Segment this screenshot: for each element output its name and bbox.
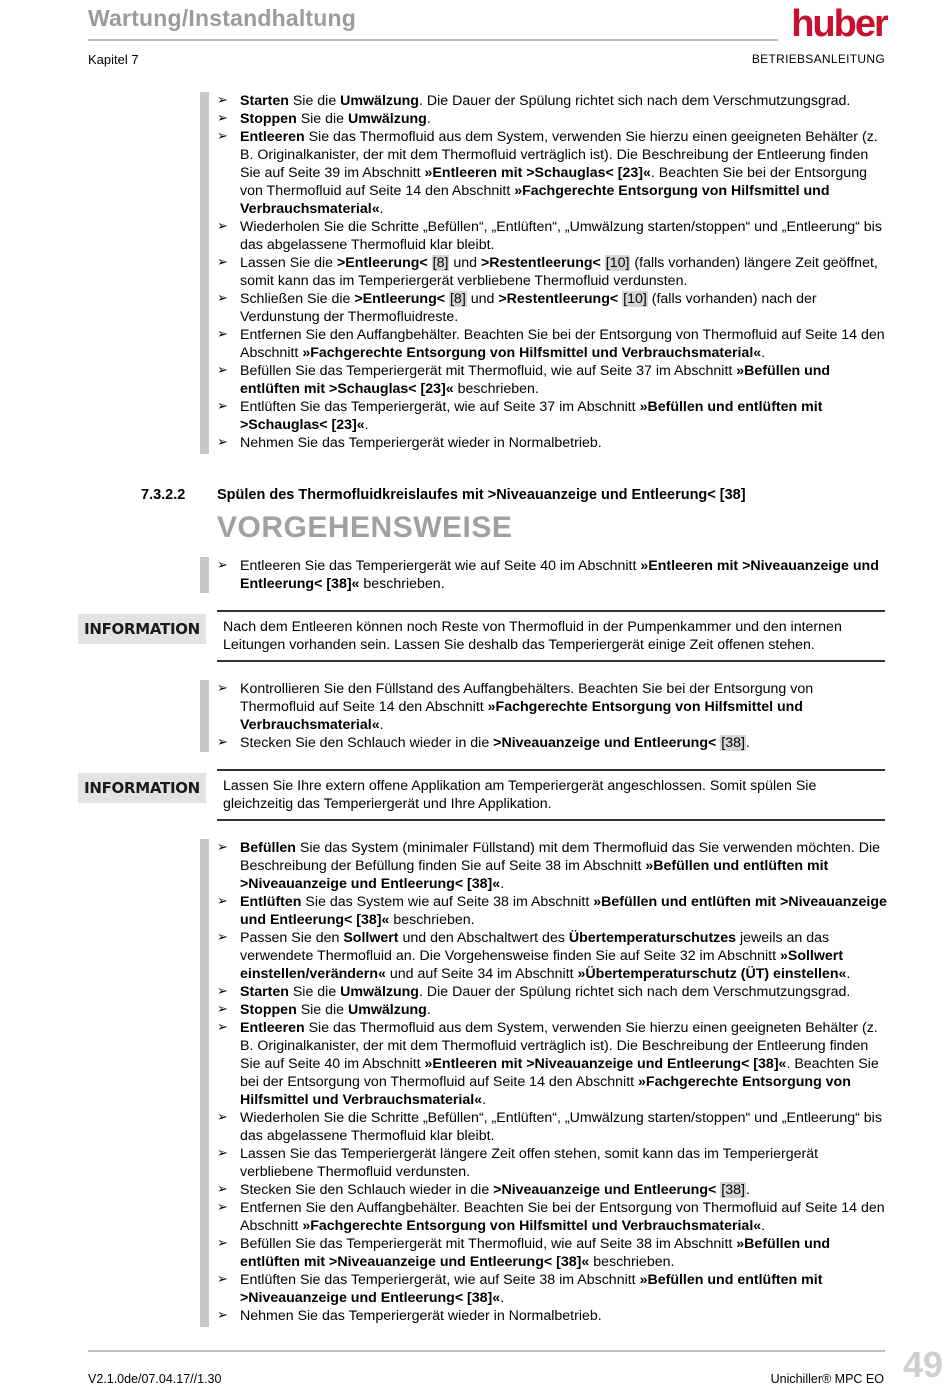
- step-bar: [200, 839, 209, 1327]
- step-text: .: [761, 1218, 766, 1234]
- emphasis-text: Entleeren: [240, 129, 305, 145]
- step-text: Sie die: [296, 111, 349, 127]
- section-number: 7.3.2.2: [141, 487, 186, 503]
- emphasis-text: »Befüllen und entlüften mit >Schauglas< [23]«: [240, 363, 831, 397]
- huber-logo: [790, 0, 888, 46]
- step-text: Befüllen Sie das Temperiergerät mit Thermofluid, wie auf Seite 37 im Abschnitt: [240, 363, 737, 379]
- step-text: Lassen Sie die: [240, 255, 338, 271]
- emphasis-text: Entlüften: [240, 894, 302, 910]
- emphasis-text: »Fachgerechte Entsorgung von Hilfsmittel und Verbrauchsmaterial«: [240, 1074, 851, 1108]
- emphasis-text: >Entleerung<: [337, 255, 428, 271]
- emphasis-text: Umwälzung: [340, 93, 419, 109]
- step-item: [217, 326, 887, 362]
- step-list-3: [217, 680, 887, 752]
- step-text: .: [379, 201, 384, 217]
- step-text: Wiederholen Sie die Schritte „Befüllen“, „Entlüften“, „Umwälzung starten/stoppen“ und „Entleerung“ bis das abgelassene Thermofluid klar bleibt.: [240, 219, 882, 253]
- step-item: [217, 1001, 887, 1019]
- step-text: .: [364, 417, 369, 433]
- step-text: .: [482, 1092, 487, 1108]
- step-text: Sie die: [296, 1002, 349, 1018]
- information-text: Lassen Sie Ihre extern offene Applikation am Temperiergerät angeschlossen. Somit spülen Sie gleichzeitig das Temperiergerät und Ihre Applikation.: [217, 769, 885, 821]
- step-text: .: [426, 111, 431, 127]
- step-item: [217, 680, 887, 734]
- step-item: [217, 1181, 887, 1199]
- component-reference: [8]: [432, 255, 449, 271]
- footer-rule: [88, 1350, 885, 1352]
- emphasis-text: Stoppen: [240, 111, 297, 127]
- emphasis-text: »Befüllen und entlüften mit >Niveauanzeige und Entleerung< [38]«: [240, 894, 887, 928]
- step-item: [217, 254, 887, 290]
- step-text: Stecken Sie den Schlauch wieder in die: [240, 1182, 494, 1198]
- information-label: INFORMATION: [78, 773, 206, 803]
- step-text: . Die Dauer der Spülung richtet sich nach dem Verschmutzungsgrad.: [418, 984, 851, 1000]
- document-version: V2.1.0de/07.04.17//1.30: [88, 1372, 222, 1386]
- emphasis-text: »Entleeren mit >Niveauanzeige und Entleerung< [38]«: [424, 1056, 787, 1072]
- emphasis-text: Umwälzung: [348, 111, 427, 127]
- step-item: [217, 290, 887, 326]
- step-text: (falls vorhanden) längere Zeit geöffnet, somit kann das im Temperiergerät verbliebene Thermofluid verdunsten.: [240, 255, 878, 289]
- emphasis-text: »Befüllen und entlüften mit >Niveauanzeige und Entleerung< [38]«: [240, 1272, 823, 1306]
- emphasis-text: Stoppen: [240, 1002, 297, 1018]
- emphasis-text: »Fachgerechte Entsorgung von Hilfsmittel und Verbrauchsmaterial«: [302, 345, 762, 361]
- step-text: .: [745, 735, 750, 751]
- step-list-4: [217, 839, 887, 1325]
- step-text: und: [466, 291, 499, 307]
- step-item: [217, 929, 887, 983]
- emphasis-text: »Entleeren mit >Niveauanzeige und Entleerung< [38]«: [240, 558, 879, 592]
- step-bar: [200, 680, 209, 752]
- component-reference: [38]: [721, 1182, 745, 1198]
- step-item: [217, 434, 887, 452]
- step-text: Kontrollieren Sie den Füllstand des Auffangbehälters. Beachten Sie bei der Entsorgung von Thermofluid auf Seite 14 den Abschnitt: [240, 681, 814, 715]
- component-reference: [8]: [449, 291, 466, 307]
- step-item: [217, 1145, 887, 1181]
- information-label: INFORMATION: [78, 614, 206, 644]
- product-name: Unichiller® MPC EO: [770, 1372, 884, 1386]
- step-text: Sie das Thermofluid aus dem System, verwenden Sie hierzu einen geeigneten Behälter (z. B. Originalkanister, der mit dem Thermofluid verträglich ist). Die Beschreibung der Entleerung finden Sie auf Seite 40 im Abschnitt: [240, 1020, 878, 1072]
- emphasis-text: >Niveauanzeige und Entleerung<: [493, 1182, 717, 1198]
- step-text: Entlüften Sie das Temperiergerät, wie auf Seite 38 im Abschnitt: [240, 1272, 640, 1288]
- emphasis-text: >Entleerung<: [354, 291, 446, 307]
- step-item: [217, 983, 887, 1001]
- step-text: .: [500, 876, 505, 892]
- step-text: Nehmen Sie das Temperiergerät wieder in Normalbetrieb.: [240, 435, 602, 451]
- step-item: [217, 110, 887, 128]
- step-text: Sie die: [288, 93, 341, 109]
- header-rule: [88, 39, 778, 41]
- component-reference: [10]: [623, 291, 647, 307]
- emphasis-text: Starten: [240, 93, 289, 109]
- step-text: jeweils an das verwendete Thermofluid an. Die Vorgehensweise finden Sie auf Seite 32 im Abschnitt: [240, 930, 830, 964]
- step-text: beschrieben.: [589, 1254, 675, 1270]
- step-text: (falls vorhanden) nach der Verdunstung der Thermofluidreste.: [240, 291, 817, 325]
- emphasis-text: Starten: [240, 984, 289, 1000]
- chapter-heading: Wartung/Instandhaltung: [88, 5, 357, 31]
- step-text: beschrieben.: [389, 912, 475, 928]
- step-item: [217, 893, 887, 929]
- step-text: Sie das System wie auf Seite 38 im Abschnitt: [301, 894, 594, 910]
- step-item: [217, 1199, 887, 1235]
- emphasis-text: »Fachgerechte Entsorgung von Hilfsmittel und Verbrauchsmaterial«: [302, 1218, 762, 1234]
- component-reference: [38]: [721, 735, 745, 751]
- emphasis-text: Sollwert: [343, 930, 399, 946]
- step-list-2: [217, 557, 887, 593]
- emphasis-text: Entleeren: [240, 1020, 305, 1036]
- emphasis-text: »Entleeren mit >Schauglas< [23]«: [424, 165, 651, 181]
- step-text: und den Abschaltwert des: [398, 930, 569, 946]
- step-text: Befüllen Sie das Temperiergerät mit Thermofluid, wie auf Seite 38 im Abschnitt: [240, 1236, 737, 1252]
- step-text: Wiederholen Sie die Schritte „Befüllen“, „Entlüften“, „Umwälzung starten/stoppen“ und „Entleerung“ bis das abgelassene Thermofluid klar bleibt.: [240, 1110, 882, 1144]
- page-number: 49: [903, 1344, 944, 1385]
- step-text: Passen Sie den: [240, 930, 344, 946]
- step-text: Sie das System (minimaler Füllstand) mit dem Thermofluid das Sie verwenden möchten. Die Beschreibung der Befüllung finden Sie auf Seite 38 im Abschnitt: [240, 840, 880, 874]
- step-text: .: [500, 1290, 505, 1306]
- step-text: Stecken Sie den Schlauch wieder in die: [240, 735, 494, 751]
- step-item: [217, 218, 887, 254]
- emphasis-text: »Übertemperaturschutz (ÜT) einstellen«: [577, 966, 847, 982]
- manual-label: BETRIEBSANLEITUNG: [751, 52, 885, 66]
- emphasis-text: Übertemperaturschutzes: [568, 930, 737, 946]
- step-text: . Beachten Sie bei der Entsorgung von Thermofluid auf Seite 14 den Abschnitt: [240, 165, 867, 199]
- step-text: Nehmen Sie das Temperiergerät wieder in Normalbetrieb.: [240, 1308, 602, 1324]
- emphasis-text: >Niveauanzeige und Entleerung<: [493, 735, 717, 751]
- emphasis-text: »Befüllen und entlüften mit >Niveauanzeige und Entleerung< [38]«: [240, 858, 829, 892]
- step-item: [217, 398, 887, 434]
- section-title: Spülen des Thermofluidkreislaufes mit >Niveauanzeige und Entleerung< [38]: [217, 487, 746, 503]
- step-text: Entfernen Sie den Auffangbehälter. Beachten Sie bei der Entsorgung von Thermofluid auf Seite 14 den Abschnitt: [240, 327, 885, 361]
- step-item: [217, 1271, 887, 1307]
- emphasis-text: »Befüllen und entlüften mit >Niveauanzeige und Entleerung< [38]«: [240, 1236, 831, 1270]
- step-text: Entfernen Sie den Auffangbehälter. Beachten Sie bei der Entsorgung von Thermofluid auf Seite 14 den Abschnitt: [240, 1200, 885, 1234]
- step-item: [217, 1109, 887, 1145]
- step-text: . Die Dauer der Spülung richtet sich nach dem Verschmutzungsgrad.: [418, 93, 851, 109]
- step-text: . Beachten Sie bei der Entsorgung von Thermofluid auf Seite 14 den Abschnitt: [240, 1056, 879, 1090]
- emphasis-text: Umwälzung: [340, 984, 419, 1000]
- step-text: Entleeren Sie das Temperiergerät wie auf Seite 40 im Abschnitt: [240, 558, 641, 574]
- emphasis-text: Befüllen: [240, 840, 296, 856]
- step-item: [217, 362, 887, 398]
- step-text: .: [846, 966, 851, 982]
- step-bar: [200, 92, 209, 454]
- step-text: Sie die: [288, 984, 341, 1000]
- step-text: .: [745, 1182, 750, 1198]
- step-item: [217, 557, 887, 593]
- step-text: Schließen Sie die: [240, 291, 355, 307]
- step-text: .: [426, 1002, 431, 1018]
- step-text: beschrieben.: [453, 381, 539, 397]
- step-item: [217, 1235, 887, 1271]
- step-item: [217, 839, 887, 893]
- information-text: Nach dem Entleeren können noch Reste von Thermofluid in der Pumpenkammer und den internen Leitungen vorhanden sein. Lassen Sie deshalb das Temperiergerät einige Zeit offenen stehen.: [217, 610, 885, 662]
- step-text: .: [379, 717, 384, 733]
- step-item: [217, 92, 887, 110]
- step-item: [217, 1307, 887, 1325]
- step-text: und auf Seite 34 im Abschnitt: [385, 966, 578, 982]
- step-bar: [200, 557, 209, 593]
- component-reference: [10]: [605, 255, 630, 271]
- step-list-1: [217, 92, 887, 452]
- step-text: Sie das Thermofluid aus dem System, verwenden Sie hierzu einen geeigneten Behälter (z. B. Originalkanister, der mit dem Thermofluid verträglich ist). Die Beschreibung der Entleerung finden Sie auf Seite 39 im Abschnitt: [240, 129, 878, 181]
- step-text: beschrieben.: [359, 576, 445, 592]
- svg-text:huber: huber: [791, 3, 887, 45]
- procedure-heading: VORGEHENSWEISE: [217, 511, 513, 544]
- emphasis-text: »Fachgerechte Entsorgung von Hilfsmittel und Verbrauchsmaterial«: [240, 699, 803, 733]
- emphasis-text: »Sollwert einstellen/verändern«: [240, 948, 844, 982]
- step-text: Entlüften Sie das Temperiergerät, wie auf Seite 37 im Abschnitt: [240, 399, 640, 415]
- step-text: Lassen Sie das Temperiergerät längere Zeit offen stehen, somit kann das im Temperiergerät verbliebene Thermofluid verdunsten.: [240, 1146, 819, 1180]
- chapter-label: Kapitel 7: [88, 52, 139, 67]
- emphasis-text: »Fachgerechte Entsorgung von Hilfsmittel und Verbrauchsmaterial«: [240, 183, 830, 217]
- step-item: [217, 1019, 887, 1109]
- step-item: [217, 128, 887, 218]
- step-text: und: [449, 255, 481, 271]
- emphasis-text: Umwälzung: [348, 1002, 427, 1018]
- emphasis-text: >Restentleerung<: [480, 255, 601, 271]
- emphasis-text: >Restentleerung<: [498, 291, 619, 307]
- step-text: .: [761, 345, 766, 361]
- step-item: [217, 734, 887, 752]
- emphasis-text: »Befüllen und entlüften mit >Schauglas< [23]«: [240, 399, 823, 433]
